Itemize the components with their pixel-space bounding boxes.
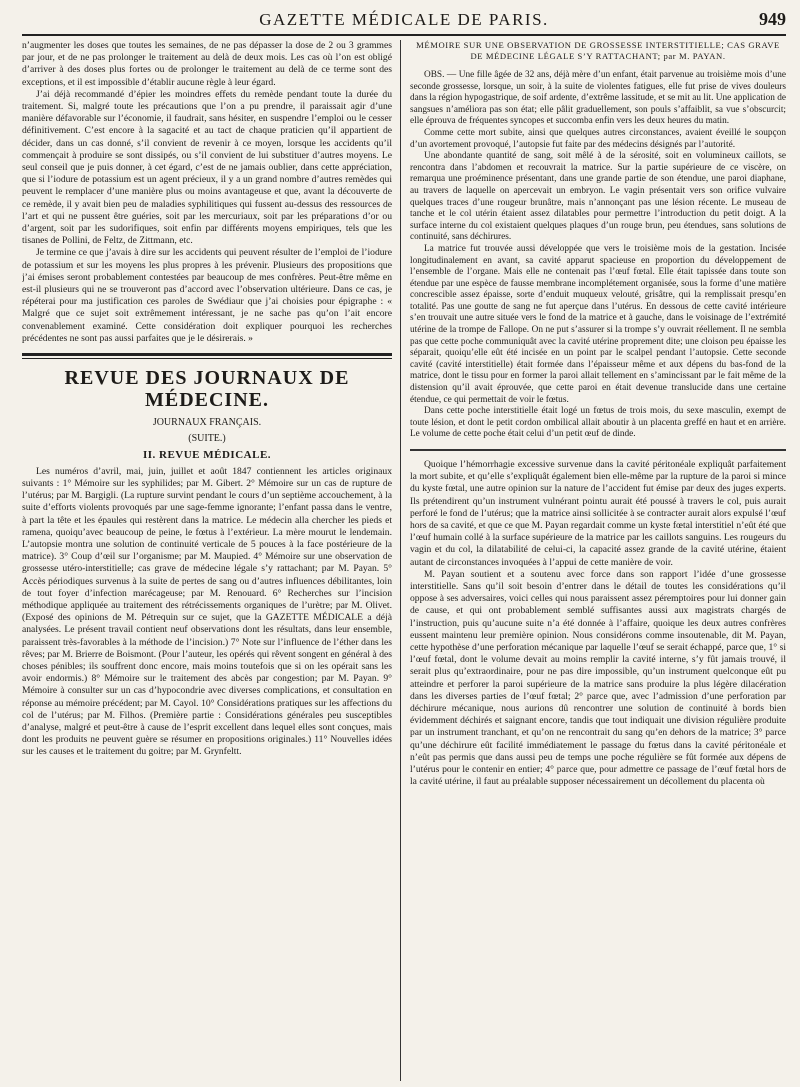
right-column	[410, 40, 786, 1081]
paragraph: Je termine ce que j’avais à dire sur les accidents qui peuvent résulter de l’emploi de l’iodure de potassium et sur les moyens les plus propres à les prévenir. Plusieurs des propositions que j’ai émises seront probablement contestées par beaucoup de mes confrères. Peut-être même en est-il plusieurs qui ne se trouveront pas d’accord avec l’observation ultérieure. Dans ce cas, je répéterai pour ma justification ces paroles de Swédiaur que j’ai choisies pour épigraphe : « Malgré que ce sujet soit extrêmement intéressant, je ne sache pas qu’on l’ait encore convenablement examiné. Cette considération doit expliquer pourquoi les recherches précédentes ne sont pas aussi parfaites que je le désirerais. »	[22, 247, 392, 344]
left-column	[22, 40, 392, 1081]
page-number: 949	[759, 9, 786, 29]
paragraph: Dans cette poche interstitielle était logé un fœtus de trois mois, du sexe masculin, exempt de toute lésion, et dont le petit cordon ombilical allait aboutir à un placenta greffé en haut et en arrière. Le volume de cette poche était celui d’un petit œuf de dinde.	[410, 406, 786, 440]
memoire-heading: MÉMOIRE SUR UNE OBSERVATION DE GROSSESSE INTERSTITIELLE; CAS GRAVE DE MÉDECINE LÉGALE S’Y RATTACHANT; par M. PAYAN.	[416, 40, 780, 61]
section-rule-thin	[22, 358, 392, 359]
paragraph: Quoique l’hémorrhagie excessive survenue dans la cavité péritonéale expliquât parfaitement la mort subite, et qu’elle s’expliquât également bien elle-même par la rupture de la paroi si mince du kyste fœtal, une autre opinion sur la nature de l’accident fut émise par deux des juges experts. Ils prétendirent qu’un instrument vulnérant pointu aurait été poussé à travers le col, puis aurait perforé le fond de l’utérus; que la matrice ainsi sollicitée à se contracter aurait alors expulsé l’œuf hors de sa cavité, et que ce que M. Payan regardait comme un kyste fœtal interstitiel n’eût été que l’œuf humain collé à la surface supérieure de la matrice par les caillots sanguins. Les rougeurs du vagin et du col, la dilatabilité de celui-ci, la capacité assez grande de la cavité utérine, étaient autant de circonstances invoquées à l’appui de cette manière de voir.	[410, 459, 786, 568]
section-rule	[22, 353, 392, 356]
revue-title: REVUE DES JOURNAUX DE MÉDECINE.	[64, 367, 350, 412]
paragraph: n’augmenter les doses que toutes les semaines, de ne pas dépasser la dose de 2 ou 3 grammes par jour, et de ne pas prolonger le traitement au delà de deux mois. Les cas où l’on est obligé d’arriver à des doses plus fortes ou de prolonger le traitement au delà de ce terme sont des exceptions, et il est impossible d’établir aucune règle à leur égard.	[22, 40, 392, 88]
journaux-heading: JOURNAUX FRANÇAIS.	[152, 417, 262, 429]
column-divider	[400, 40, 401, 1081]
paragraph: Comme cette mort subite, ainsi que quelques autres circonstances, avaient éveillé le soupçon d’un avortement provoqué, l’autopsie fut faite par des médecins désignés par l’autorité.	[410, 127, 786, 150]
paragraph: M. Payan soutient et a soutenu avec force dans son rapport l’idée d’une grossesse interstitielle. Sans qu’il soit besoin d’entrer dans le détail de toutes les considérations qu’il oppose à ses adversaires, voici celles qui nous paraissent assez péremptoires pour lui donner gain de cause, et qui ont probablement semblé suffisantes aussi aux magistrats chargés de l’instruction, puis qu’aucune suite n’a été donnée à l’affaire, quoique les deux autres confrères eussent maintenu leur première opinion. Nous considérons comme insoutenable, dit M. Payan, cette hypothèse d’une perforation mécanique par laquelle l’œuf se serait échappé, parce que, 1° si l’œuf fœtal, dont le volume devait au moins remplir la cavité interne, s’y fût jamais trouvé, il serait plus qu’extraordinaire, pour ne pas dire impossible, qu’un instrument quelconque eût pu atteindre et perforer la paroi supérieure de la matrice sans produire la plus légère dilacération dans les diverses parties de l’œuf fœtal; 2° parce que, avec l’admission d’une perforation par déchirure mécanique, nous aurions dû rencontrer une solution de continuité à bords bien évidemment déchirés et saignant encore, tandis que tout indiquait une division régulière produite par un instrument tranchant, et qu’on ne rencontrait du sang qu’en dehors de la matrice; 3° parce qu’une déchirure eût facilité immédiatement le passage du fœtus dans la cavité péritonéale et n’eût pas permis que dans aussi peu de temps une poche régulière se fût formée aux dépens de l’utérus pour le contenir en entier; 4° parce que, pour admettre ce passage de l’œuf fœtal hors de la cavité utérine, il faut au préalable supposer nécessairement un décollement du placenta où	[410, 568, 786, 788]
section-heading: II. REVUE MÉDICALE.	[142, 449, 272, 462]
page-header	[22, 8, 786, 36]
paragraph: J’ai déjà recommandé d’épier les moindres effets du remède pendant toute la durée du traitement. Si, malgré toute les précautions que l’on a pu prendre, il paraissait agir d’une manière défavorable sur l’économie, il faudrait, sans hésiter, en suspendre l’emploi ou le cesser définitivement. C’est encore à la sagacité et au tact de chaque praticien qu’il appartient de décider, dans un cas donné, s’il convient de revenir à ce moyen, lorsque les accidents qu’il commençait à produire se sont dissipés, ou s’il convient de lui substituer d’autres moyens. Le seul conseil que je puis donner, à cet égard, c’est de ne jamais oublier, dans cette appréciation, que si l’iodure de potassium est un agent précieux, il y a un grand nombre d’autres remèdes qui peuvent le remplacer d’une manière plus ou moins avantageuse et que, avant la découverte de ce remède, il y avait bien peu de maladies syphilitiques qui fussent au-dessus des ressources de l’art et qui ne pussent être guéries, soit par les mercuriaux, soit par les préparations d’or ou d’argent, soit par les sudorifiques, soit enfin par différents moyens empiriques, tels que les tisanes de Pollini, de Feltz, de Zittmann, etc.	[22, 88, 392, 247]
paragraph: Une abondante quantité de sang, soit mêlé à de la sérosité, soit en volumineux caillots, se rencontra dans l’abdomen et recouvrait la matrice. Sur la partie supérieure de ce viscère, on remarqua une proéminence présentant, dans une grande partie de son étendue, une paroi diaphane, au travers de laquelle on apercevait un embryon. Le vagin présentait vers son orifice vulvaire quelques traces d’une rougeur brunâtre, mais n’annonçant pas une lésion récente. Le museau de tanche et le col utérin étaient assez dilatables pour permettre l’introduction du petit doigt. A la surface interne du col existaient quelques plaques d’un rouge brun, peu étendues, sans solutions de continuité, sans déchirures.	[410, 151, 786, 243]
paragraph: OBS. — Une fille âgée de 32 ans, déjà mère d’un enfant, était parvenue au troisième mois d’une seconde grossesse, lorsque, un soir, à la suite de violentes fatigues, elle fut prise de vives douleurs dans la région hypogastrique, de soif ardente, d’extrême lassitude, et se mit au lit. Une application de sangsues n’améliora pas son état; elle pâlit graduellement, son pouls s’affaiblit, sa vue s’obscurcit; elle éprouva de fréquentes syncopes et succomba enfin vers les deux heures du matin.	[410, 70, 786, 127]
observation-block	[410, 70, 786, 441]
paragraph: La matrice fut trouvée aussi développée que vers le troisième mois de la gestation. Incisée longitudinalement en avant, sa cavité apparut spacieuse en proportion du développement de l’ensemble de l’organe. Mais elle ne contenait pas l’œuf fœtal. Elle était tapissée dans toute son étendue par une espèce de fausse membrane incomplétement organisée, sous la forme d’une matière concrescible assez épaisse, sorte d’enduit muqueux velouté, grisâtre, qui la remplissait presqu’en totalité. Pas une goutte de sang ne fut aperçue dans l’utérus. En dessous de cette cavité intérieure s’en trouvait une autre située vers le fond de la matrice et à gauche, dans le voisinage de l’extrémité utérine de la trompe de Fallope. On ne put s’assurer si la trompe s’y ouvrait réellement. Il ne sembla pas que cette poche communiquât avec la cavité utérine proprement dite; une cloison peu épaisse les séparait, quoiqu’elle eût été incisée en un point par le scalpel pendant l’autopsie. Cette seconde cavité (cavité interstitielle) était formée dans l’épaisseur même et aux dépens du bas-fond de la matrice, dont le tissu pour en former la paroi allait tellement en s’amincissant par le fait même de la distension qu’il avait éprouvée, que cette paroi en était devenue translucide dans une certaine étendue, ce qui permettait de voir le fœtus.	[410, 243, 786, 405]
observation-separator	[410, 449, 786, 451]
paragraph: Les numéros d’avril, mai, juin, juillet et août 1847 contiennent les articles originaux suivants : 1° Mémoire sur les syphilides; par M. Gibert. 2° Mémoire sur un cas de rupture de l’utérus; par M. Bargigli. (La rupture survint pendant le cours d’un septième accouchement, à la suite d’efforts violents provoqués par une sage-femme ignorante; l’enfant passa dans le ventre, à part la tête et les épaules qui restèrent dans la matrice. Le médecin alla chercher les pieds et ramena, quoiqu’avec beaucoup de peine, le fœtus à l’extérieur. La mère mourut le lendemain. L’autopsie montra une solution de continuité verticale de 5 pouces à la face postérieure de la matrice). 3° Coup d’œil sur l’organisme; par M. Maupied. 4° Mémoire sur une observation de grossesse utéro-interstitielle; cas grave de médecine légale s’y rattachant; par M. Payan. 5° Accès périodiques survenus à la suite de pertes de sang ou d’autres influences débilitantes, loin de tout foyer d’infection marécageuse; par M. Renouard. 6° Recherches sur l’incision méthodique appliquée au traitement des rétrécissements organiques de l’urètre; par M. Olivet. (Exposé des opinions de M. Pétrequin sur ce sujet, que la GAZETTE MÉDICALE a déjà analysées. Le présent travail contient neuf observations dont les résultats, dans leur ensemble, paraissent très-favorables à la méthode de l’incision.) 7° Note sur l’influence de l’éther dans les rêves; par M. Brierre de Boismont. (Pour l’auteur, les opérés qui rêvent songent en général à des choses pénibles; ils souffrent donc encore, mais moins toutefois que si on les opérait sans les avoir endormis.) 8° Mémoire sur le traitement des abcès par congestion; par M. Payan. 9° Mémoire à consulter sur un cas d’hypocondrie avec diverses complications, et consultation en réponse au mémoire précédent; par M. Cayol. 10° Considérations pratiques sur les affections du col de l’utérus; par M. Filhos. (Première partie : Considérations générales peu susceptibles d’analyse, malgré et peut-être à cause de l’esprit excellent dans lequel elles sont conçues, mais dont les produits ne peuvent guère se résumer en propositions originales.) 11° Nouvelles idées sur les causes et le traitement du goitre; par M. Grynfeltt.	[22, 465, 392, 758]
suite-note: (SUITE.)	[188, 433, 226, 445]
journal-title: GAZETTE MÉDICALE DE PARIS.	[259, 10, 549, 29]
